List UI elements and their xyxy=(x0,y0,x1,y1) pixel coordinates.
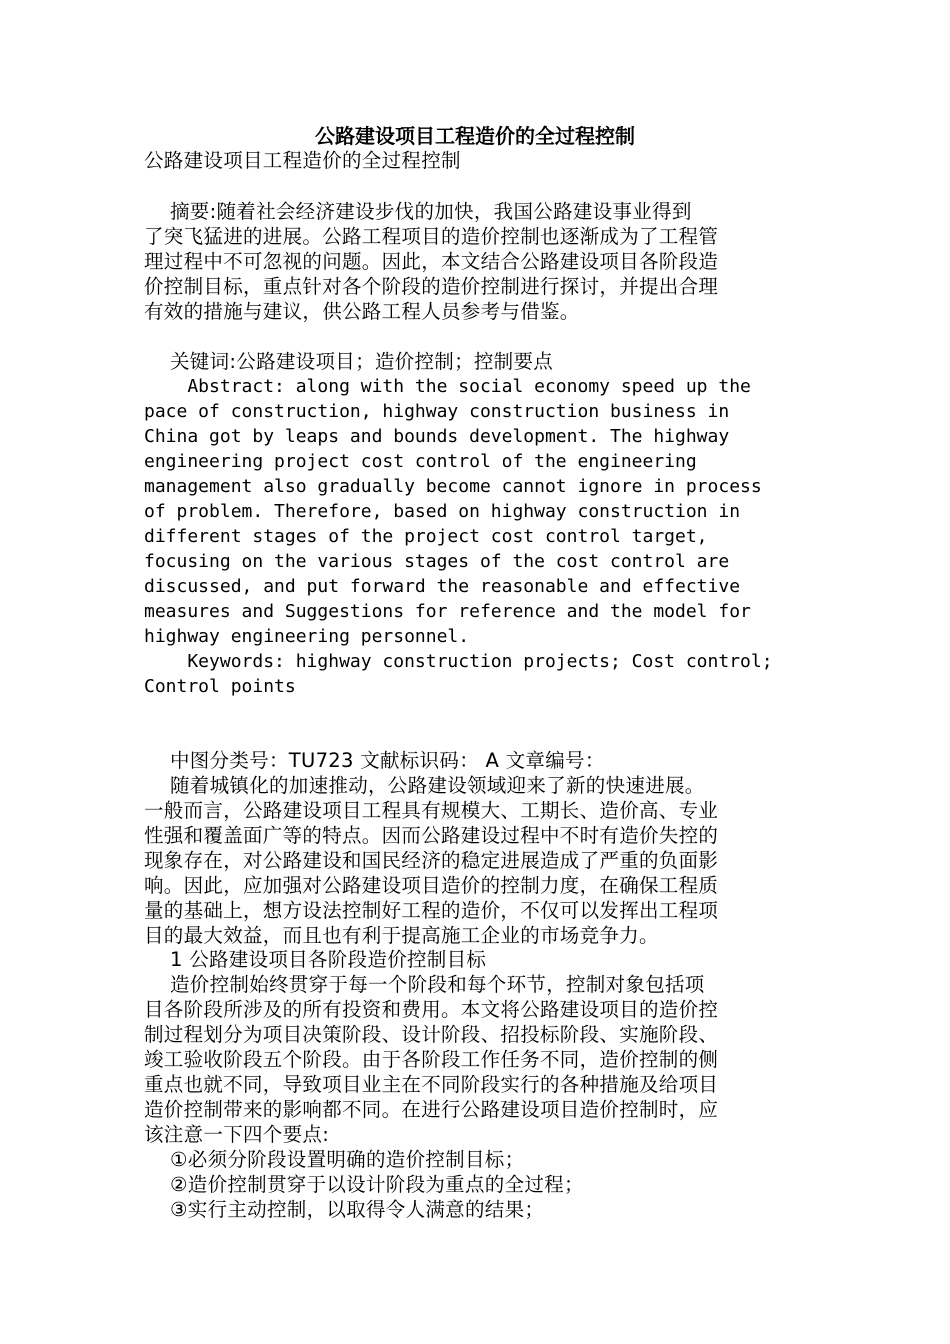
abstract-en-line: Abstract: along with the social economy speed up the xyxy=(144,376,751,397)
abstract-en-line: highway engineering personnel. xyxy=(144,626,470,647)
body-line: 随着城镇化的加速推动，公路建设领域迎来了新的快速进展。 xyxy=(144,774,705,797)
abstract-en-line: of problem. Therefore, based on highway construction in xyxy=(144,501,741,522)
abstract-cn-line: 价控制目标，重点针对各个阶段的造价控制进行探讨，并提出合理 xyxy=(144,275,719,298)
keywords-cn-line: 关键词:公路建设项目；造价控制；控制要点 xyxy=(144,350,554,373)
section-heading: 1 公路建设项目各阶段造价控制目标 xyxy=(144,948,487,971)
classification-line: 中图分类号：TU723 文献标识码： A 文章编号： xyxy=(144,749,605,772)
list-item: ②造价控制贯穿于以设计阶段为重点的全过程； xyxy=(144,1173,584,1196)
abstract-cn-line: 摘要:随着社会经济建设步伐的加快，我国公路建设事业得到 xyxy=(144,200,692,223)
body-line: 目的最大效益，而且也有利于提高施工企业的市场竞争力。 xyxy=(144,924,659,947)
list-item: ①必须分阶段设置明确的造价控制目标； xyxy=(144,1148,525,1171)
body-line: 造价控制带来的影响都不同。在进行公路建设项目造价控制时，应 xyxy=(144,1098,719,1121)
body-line: 该注意一下四个要点: xyxy=(144,1123,330,1146)
abstract-en-line: focusing on the various stages of the cost control are xyxy=(144,551,730,572)
abstract-en-line: management also gradually become cannot ignore in process xyxy=(144,476,762,497)
abstract-en-line: discussed, and put forward the reasonable and effective xyxy=(144,576,741,597)
body-line: 重点也就不同，导致项目业主在不同阶段实行的各种措施及给项目 xyxy=(144,1073,719,1096)
subtitle-line: 公路建设项目工程造价的全过程控制 xyxy=(144,149,461,172)
abstract-en-line: engineering project cost control of the engineering xyxy=(144,451,697,472)
abstract-cn-line: 有效的措施与建议，供公路工程人员参考与借鉴。 xyxy=(144,300,580,323)
body-line: 量的基础上，想方设法控制好工程的造价，不仅可以发挥出工程项 xyxy=(144,899,719,922)
document-title: 公路建设项目工程造价的全过程控制 xyxy=(315,124,635,148)
abstract-cn-line: 了突飞猛进的进展。公路工程项目的造价控制也逐渐成为了工程管 xyxy=(144,225,719,248)
abstract-en-line: pace of construction, highway construction business in xyxy=(144,401,730,422)
body-line: 目各阶段所涉及的所有投资和费用。本文将公路建设项目的造价控 xyxy=(144,998,719,1021)
keywords-en-line: Control points xyxy=(144,676,296,697)
body-line: 响。因此，应加强对公路建设项目造价的控制力度，在确保工程质 xyxy=(144,874,719,897)
abstract-en-line: measures and Suggestions for reference and the model for xyxy=(144,601,751,622)
abstract-cn-line: 理过程中不可忽视的问题。因此，本文结合公路建设项目各阶段造 xyxy=(144,250,719,273)
list-item: ③实行主动控制，以取得令人满意的结果； xyxy=(144,1198,545,1221)
body-line: 制过程划分为项目决策阶段、设计阶段、招投标阶段、实施阶段、 xyxy=(144,1023,719,1046)
abstract-en-line: China got by leaps and bounds development. The highway xyxy=(144,426,730,447)
keywords-en-line: Keywords: highway construction projects; Cost control; xyxy=(144,651,773,672)
abstract-en-line: different stages of the project cost control target, xyxy=(144,526,708,547)
body-line: 一般而言，公路建设项目工程具有规模大、工期长、造价高、专业 xyxy=(144,799,719,822)
body-line: 造价控制始终贯穿于每一个阶段和每个环节，控制对象包括项 xyxy=(144,973,705,996)
body-line: 性强和覆盖面广等的特点。因而公路建设过程中不时有造价失控的 xyxy=(144,824,719,847)
body-line: 现象存在，对公路建设和国民经济的稳定进展造成了严重的负面影 xyxy=(144,849,719,872)
body-line: 竣工验收阶段五个阶段。由于各阶段工作任务不同，造价控制的侧 xyxy=(144,1048,719,1071)
